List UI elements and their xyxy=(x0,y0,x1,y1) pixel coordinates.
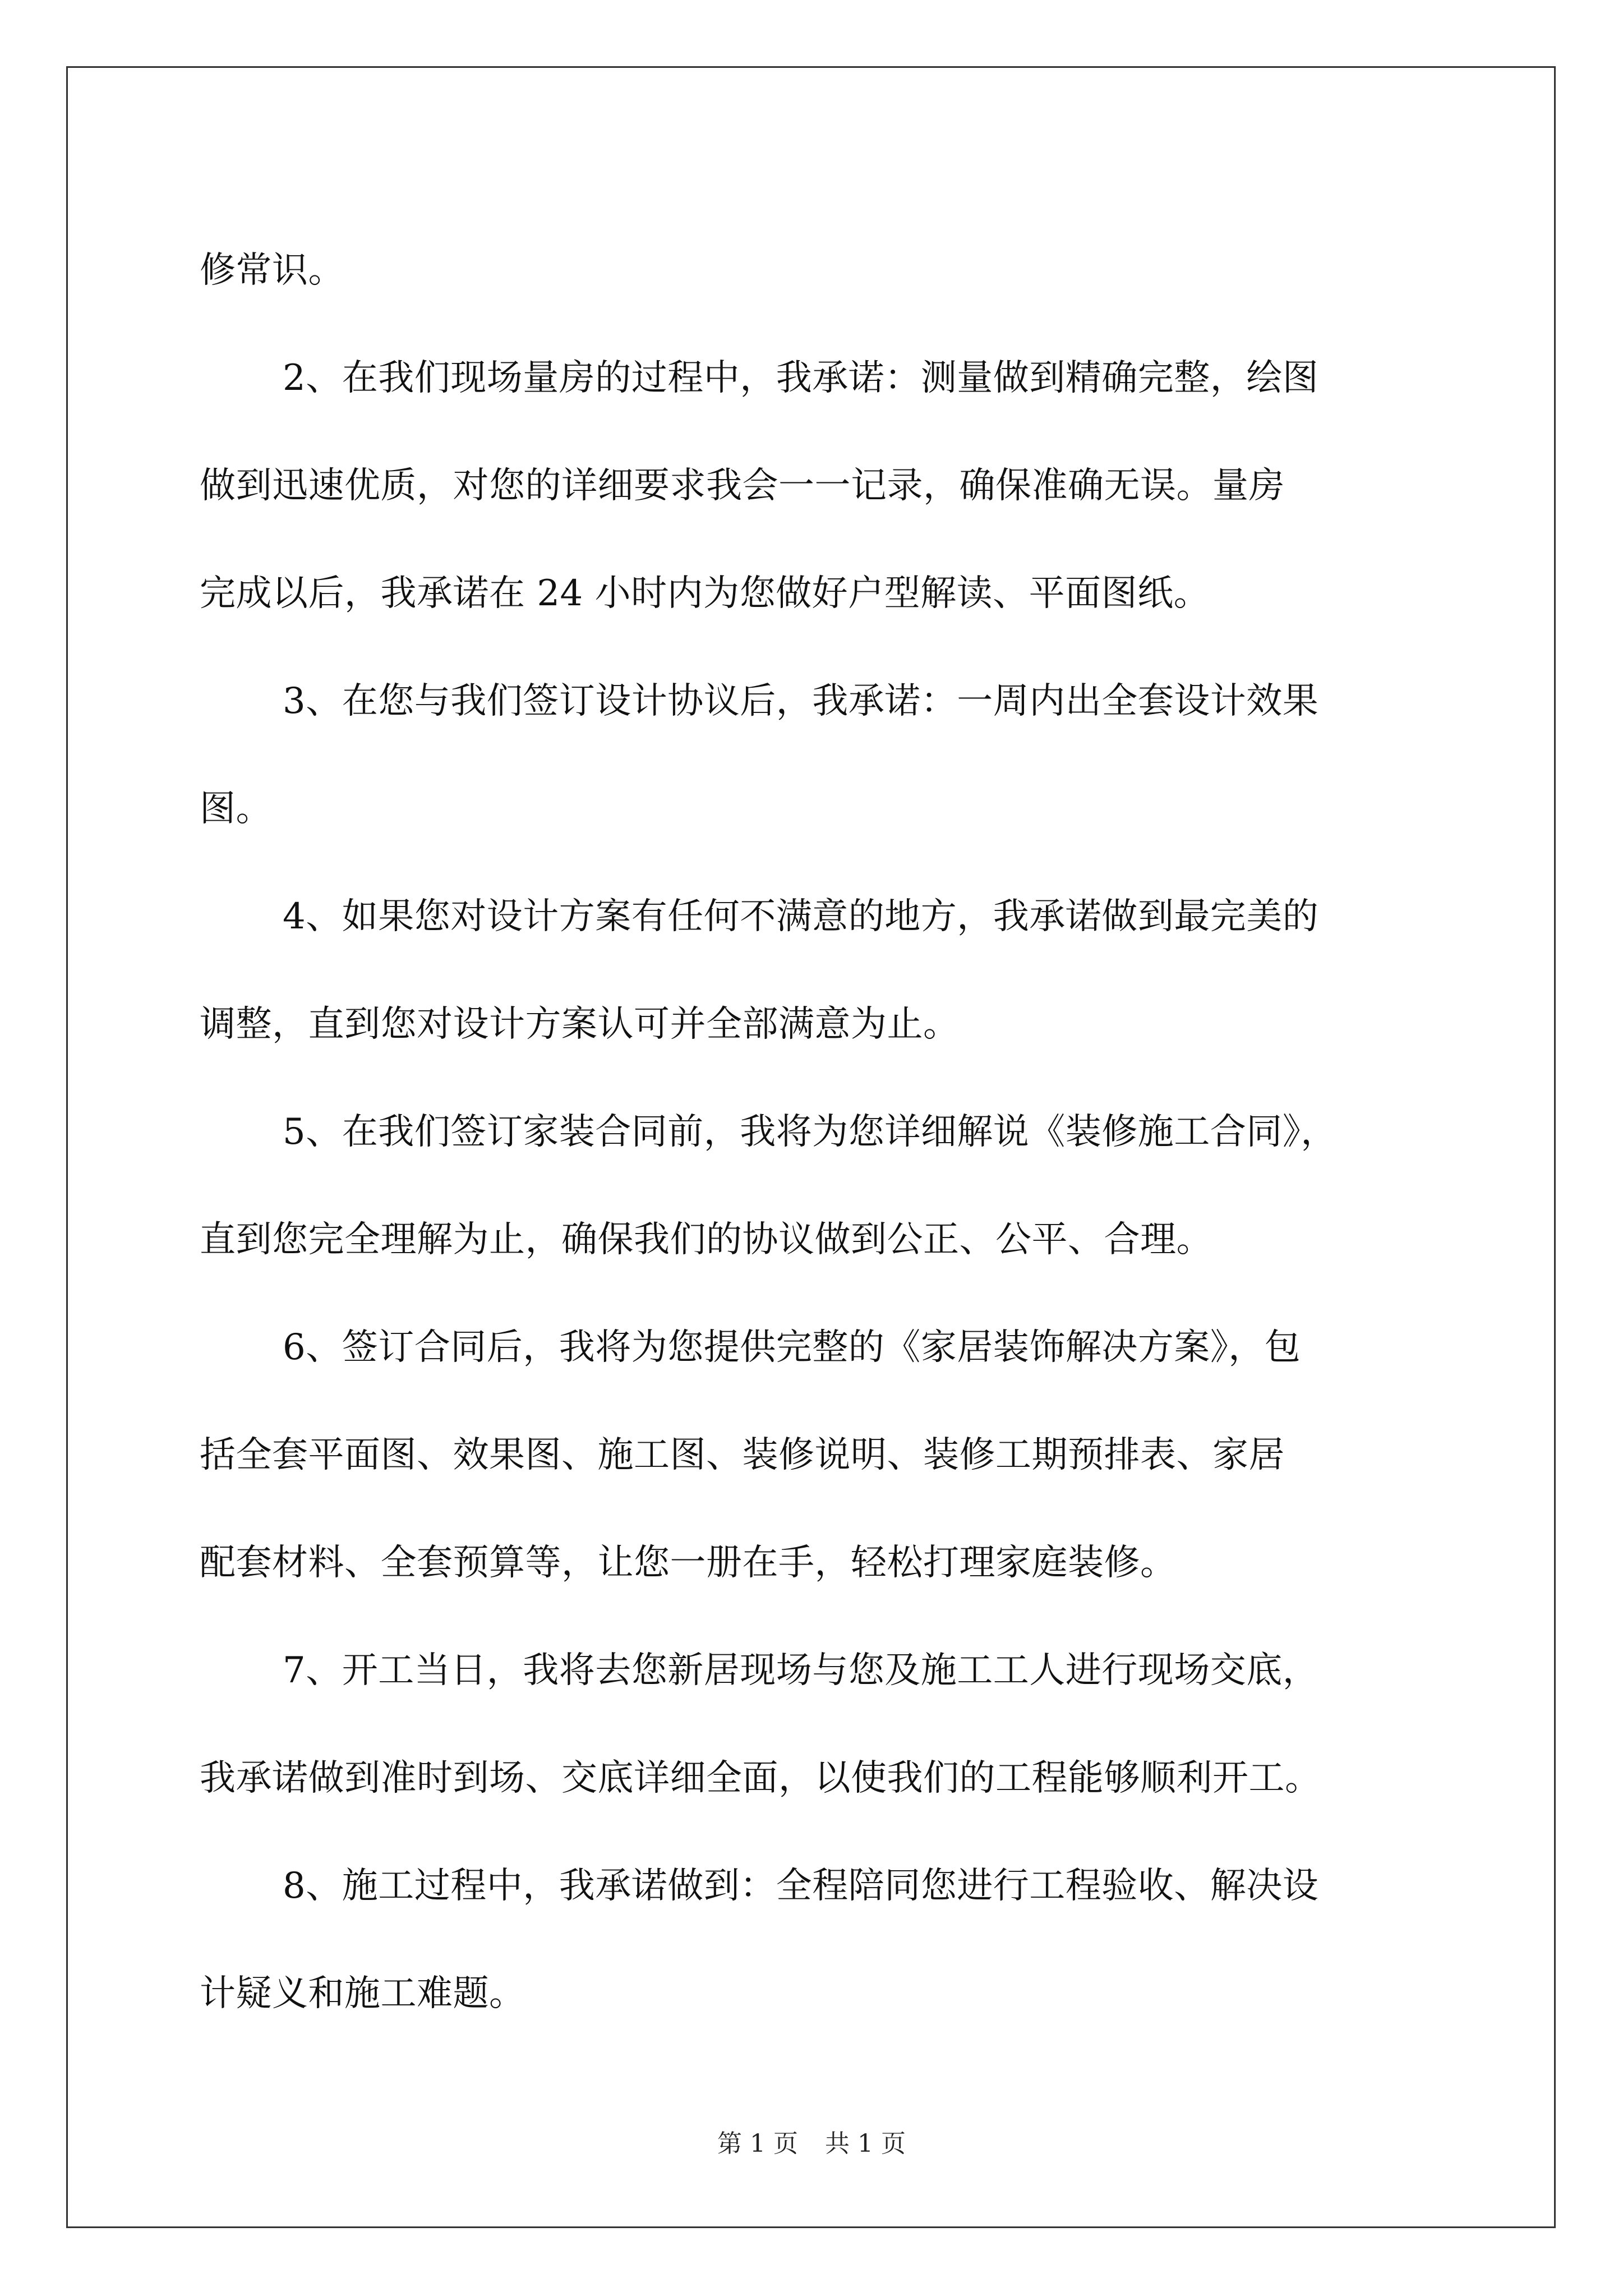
text-line-4: 完成以后，我承诺在 24 小时内为您做好户型解读、平面图纸。 xyxy=(200,573,1210,614)
text-line-16: 8、施工过程中，我承诺做到：全程陪同您进行工程验收、解决设 xyxy=(283,1865,1319,1907)
text-line-15: 我承诺做到准时到场、交底详细全面，以使我们的工程能够顺利开工。 xyxy=(200,1757,1321,1799)
text-line-14: 7、开工当日，我将去您新居现场与您及施工工人进行现场交底， xyxy=(283,1650,1319,1691)
text-line-17: 计疑义和施工难题。 xyxy=(200,1973,525,2014)
document-text xyxy=(200,217,1422,2047)
text-line-11: 6、签订合同后，我将为您提供完整的《家居装饰解决方案》，包 xyxy=(283,1327,1301,1368)
text-line-7: 4、如果您对设计方案有任何不满意的地方，我承诺做到最完美的 xyxy=(283,896,1319,937)
text-line-12: 括全套平面图、效果图、施工图、装修说明、装修工期预排表、家居 xyxy=(200,1434,1285,1476)
page-footer xyxy=(0,2123,1623,2159)
text-line-8: 调整，直到您对设计方案认可并全部满意为止。 xyxy=(200,1004,960,1045)
page-number-total: 共 1 页 xyxy=(825,2129,906,2158)
text-line-3: 做到迅速优质，对您的详细要求我会一一记录，确保准确无误。量房 xyxy=(200,465,1285,507)
document-body xyxy=(200,217,1422,2047)
text-line-5: 3、在您与我们签订设计协议后，我承诺：一周内出全套设计效果 xyxy=(283,680,1319,722)
page-number-current: 第 1 页 xyxy=(717,2129,798,2158)
text-line-1: 修常识。 xyxy=(200,250,344,291)
text-line-2: 2、在我们现场量房的过程中，我承诺：测量做到精确完整，绘图 xyxy=(283,357,1319,399)
text-line-9: 5、在我们签订家装合同前，我将为您详细解说《装修施工合同》， xyxy=(283,1111,1337,1153)
text-line-6: 图。 xyxy=(200,788,272,830)
text-line-10: 直到您完全理解为止，确保我们的协议做到公正、公平、合理。 xyxy=(200,1219,1212,1260)
text-line-13: 配套材料、全套预算等，让您一册在手，轻松打理家庭装修。 xyxy=(200,1542,1177,1584)
